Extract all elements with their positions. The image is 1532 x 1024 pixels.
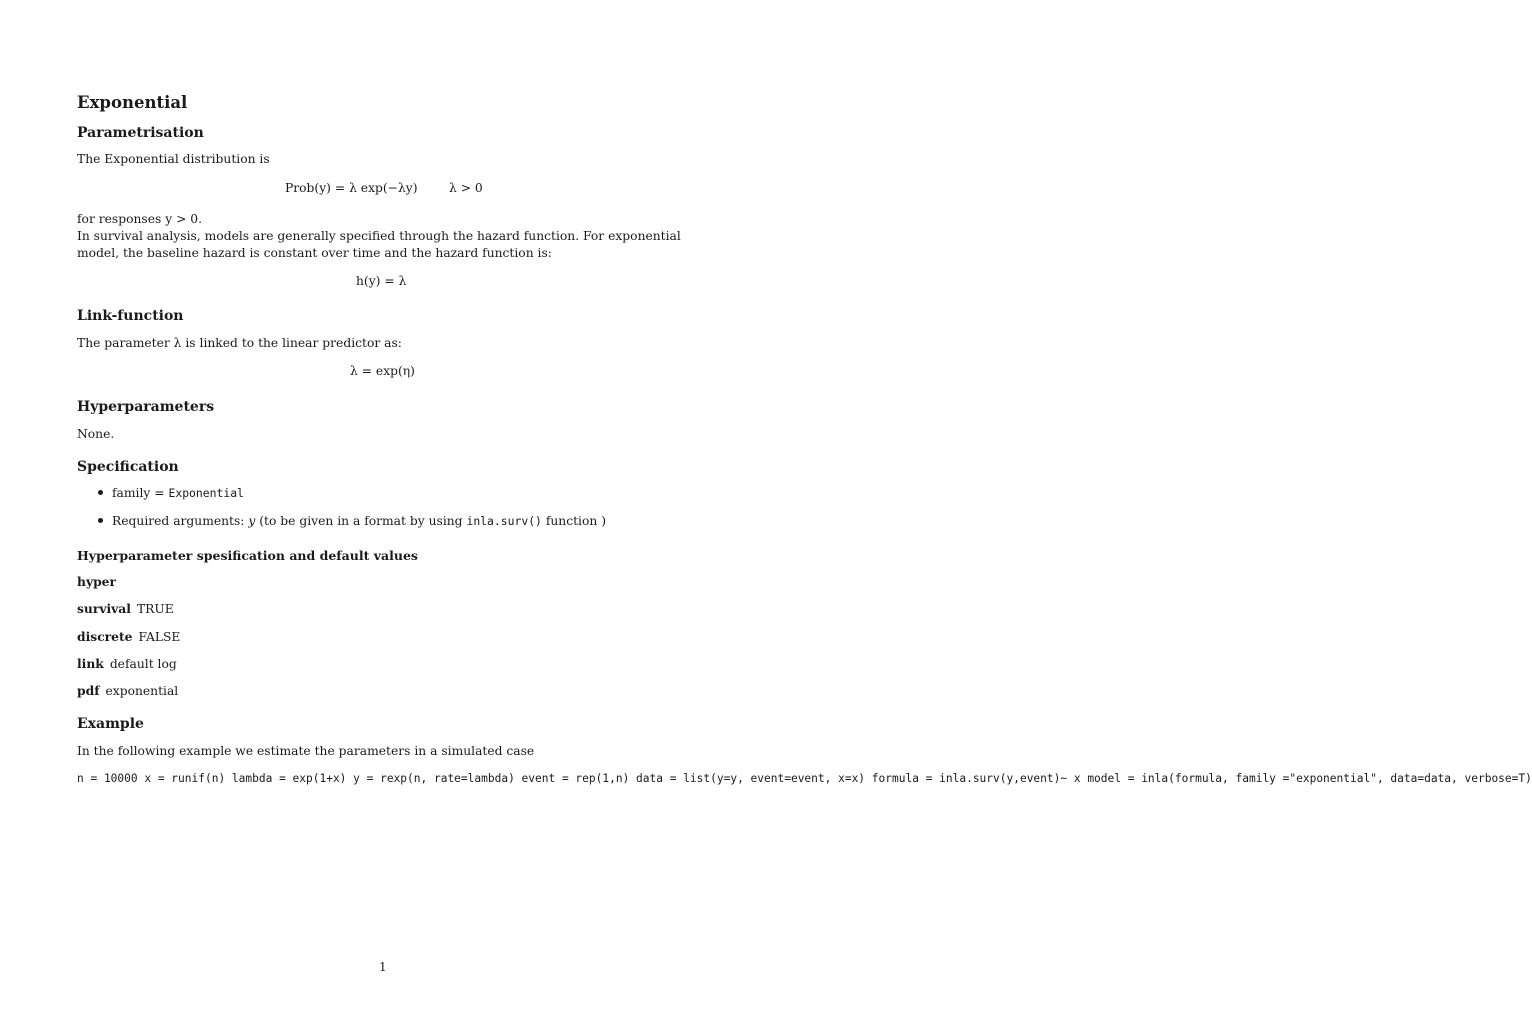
defaults-hyper — [77, 573, 122, 591]
defaults-heading: Hyperparameter spesification and default values — [77, 548, 418, 563]
document-title: Exponential — [77, 93, 188, 112]
hyperparameters-text: None. — [77, 427, 115, 441]
spec-item-family — [98, 485, 244, 502]
spec-family-label: family = — [112, 486, 169, 500]
spec-args-code: inla.surv() — [466, 514, 542, 528]
spec-family-code: Exponential — [168, 486, 244, 500]
defaults-discrete-value: FALSE — [138, 630, 181, 644]
section-specification-heading: Specification — [77, 459, 179, 475]
defaults-link-value: default log — [109, 657, 177, 671]
survival-text-line2: model, the baseline hazard is constant over time and the hazard function is: — [77, 246, 552, 260]
equation-hazard: h(y) = λ — [356, 274, 407, 288]
responses-text: for responses y > 0. — [77, 212, 203, 226]
section-parametrisation-heading: Parametrisation — [77, 125, 204, 141]
defaults-survival-value: TRUE — [136, 602, 174, 616]
defaults-discrete — [77, 628, 180, 646]
example-text: In the following example we estimate the parameters in a simulated case — [77, 744, 535, 758]
page-number: 1 — [379, 960, 387, 974]
link-text: The parameter λ is linked to the linear predictor as: — [77, 336, 402, 350]
defaults-link — [77, 655, 177, 673]
section-example-heading: Example — [77, 716, 144, 732]
spec-args-suffix: function ) — [541, 514, 606, 528]
section-hyperparameters-heading: Hyperparameters — [77, 399, 215, 415]
bullet-icon — [98, 490, 103, 495]
defaults-pdf — [77, 682, 178, 700]
example-code-block: n = 10000 x = runif(n) lambda = exp(1+x) y = rexp(n, rate=lambda) event = rep(1,n) data = list(y=y, event=event, x=x) formula = inla.surv(y,event)~ x model = inla(formula, family ="exponential", data=data, verbose=T) — [77, 772, 1532, 785]
equation-prob: Prob(y) = λ exp(−λy) — [285, 181, 418, 195]
defaults-pdf-value: exponential — [105, 684, 179, 698]
survival-text-line1: In survival analysis, models are generally specified through the hazard function. For exponential — [77, 229, 681, 243]
equation-condition: λ > 0 — [449, 181, 483, 195]
equation-link: λ = exp(η) — [350, 364, 415, 378]
defaults-link-label: link — [77, 656, 104, 671]
parametrisation-intro: The Exponential distribution is — [77, 152, 270, 166]
defaults-hyper-label: hyper — [77, 574, 116, 589]
defaults-discrete-label: discrete — [77, 629, 133, 644]
spec-item-arguments — [98, 513, 606, 530]
spec-args-label: Required arguments: — [112, 514, 249, 528]
bullet-icon — [98, 518, 103, 523]
defaults-pdf-label: pdf — [77, 683, 100, 698]
spec-args-mid: (to be given in a format by using — [255, 514, 467, 528]
spec-args-var: y — [248, 514, 256, 528]
defaults-survival-label: survival — [77, 601, 131, 616]
defaults-survival — [77, 600, 174, 618]
section-link-heading: Link-function — [77, 308, 184, 324]
